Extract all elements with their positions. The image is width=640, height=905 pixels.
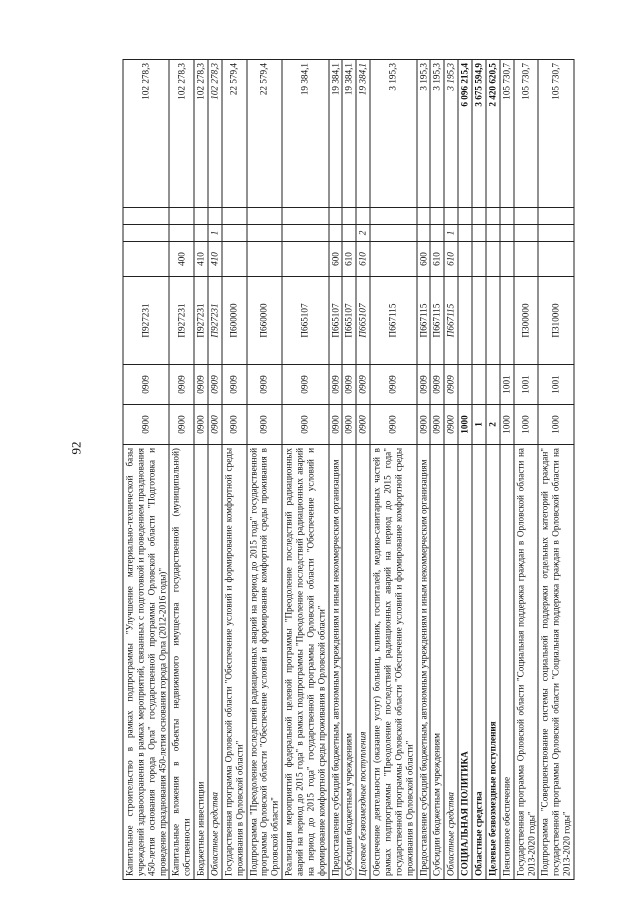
extra-code-cell bbox=[329, 208, 343, 225]
expense-type-code-cell: 610 bbox=[444, 242, 458, 277]
row-name-cell: Областные средства bbox=[472, 445, 486, 880]
extra-code-cell bbox=[430, 208, 444, 225]
subsection-code-cell: 0909 bbox=[222, 365, 247, 405]
table-row bbox=[370, 60, 416, 880]
subsection-code-cell bbox=[472, 365, 486, 405]
expense-type-code-cell: 610 bbox=[356, 242, 370, 277]
section-code-cell: 0900 bbox=[342, 405, 356, 445]
table-row bbox=[222, 60, 247, 880]
target-article-code-cell: П665107 bbox=[329, 277, 343, 365]
subsection-code-cell: 0909 bbox=[282, 365, 328, 405]
section-code-cell: 0900 bbox=[356, 405, 370, 445]
amount-cell: 22 579,4 bbox=[247, 60, 283, 208]
target-article-code-cell: П667115 bbox=[417, 277, 431, 365]
expense-type-code-cell: 410 bbox=[208, 242, 222, 277]
table-row bbox=[486, 60, 500, 880]
amount-cell: 105 730,7 bbox=[514, 60, 539, 208]
extra-code-cell bbox=[208, 208, 222, 225]
extra-code-cell bbox=[194, 208, 208, 225]
subsection-code-cell: 0909 bbox=[329, 365, 343, 405]
section-code-cell: 0900 bbox=[417, 405, 431, 445]
expense-type-code-cell bbox=[500, 242, 514, 277]
extra-code-cell bbox=[538, 208, 574, 225]
source-code-cell bbox=[123, 225, 169, 242]
subsection-code-cell: 1001 bbox=[538, 365, 574, 405]
budget-table bbox=[123, 59, 575, 880]
extra-code-cell bbox=[123, 208, 169, 225]
target-article-code-cell: П667115 bbox=[370, 277, 416, 365]
source-code-cell bbox=[342, 225, 356, 242]
amount-cell: 102 278,3 bbox=[208, 60, 222, 208]
subsection-code-cell: 0909 bbox=[123, 365, 169, 405]
extra-code-cell bbox=[444, 208, 458, 225]
expense-type-code-cell bbox=[123, 242, 169, 277]
target-article-code-cell: П300000 bbox=[514, 277, 539, 365]
expense-type-code-cell bbox=[538, 242, 574, 277]
table-row bbox=[208, 60, 222, 880]
amount-cell: 3 195,3 bbox=[417, 60, 431, 208]
expense-type-code-cell: 400 bbox=[169, 242, 194, 277]
extra-code-cell bbox=[417, 208, 431, 225]
source-code-cell: 1 bbox=[208, 225, 222, 242]
source-code-cell: 2 bbox=[356, 225, 370, 242]
expense-type-code-cell: 610 bbox=[342, 242, 356, 277]
section-code-cell: 0900 bbox=[194, 405, 208, 445]
amount-cell: 105 730,7 bbox=[538, 60, 574, 208]
extra-code-cell bbox=[247, 208, 283, 225]
section-code-cell: 0900 bbox=[370, 405, 416, 445]
expense-type-code-cell: 600 bbox=[329, 242, 343, 277]
row-name-cell: Целевые безвозмездные поступления bbox=[356, 445, 370, 880]
section-code-cell: 1000 bbox=[538, 405, 574, 445]
row-name-cell: СОЦИАЛЬНАЯ ПОЛИТИКА bbox=[458, 445, 472, 880]
extra-code-cell bbox=[472, 208, 486, 225]
table-row bbox=[430, 60, 444, 880]
table-row bbox=[500, 60, 514, 880]
budget-table-body bbox=[123, 60, 574, 880]
section-code-cell: 0900 bbox=[444, 405, 458, 445]
amount-cell: 3 195,3 bbox=[444, 60, 458, 208]
amount-cell: 19 384,1 bbox=[329, 60, 343, 208]
extra-code-cell bbox=[169, 208, 194, 225]
subsection-code-cell: 0909 bbox=[342, 365, 356, 405]
section-code-cell: 0900 bbox=[123, 405, 169, 445]
expense-type-code-cell bbox=[222, 242, 247, 277]
section-code-cell: 1000 bbox=[500, 405, 514, 445]
subsection-code-cell: 0909 bbox=[430, 365, 444, 405]
subsection-code-cell: 0909 bbox=[417, 365, 431, 405]
target-article-code-cell bbox=[472, 277, 486, 365]
target-article-code-cell: П665107 bbox=[356, 277, 370, 365]
subsection-code-cell: 0909 bbox=[370, 365, 416, 405]
expense-type-code-cell bbox=[458, 242, 472, 277]
section-code-cell: 0900 bbox=[282, 405, 328, 445]
source-code-cell bbox=[247, 225, 283, 242]
row-name-cell: Субсидии бюджетным учреждениям bbox=[342, 445, 356, 880]
source-code-cell: 1 bbox=[444, 225, 458, 242]
amount-cell: 2 420 620,5 bbox=[486, 60, 500, 208]
amount-cell: 102 278,3 bbox=[194, 60, 208, 208]
expense-type-code-cell bbox=[472, 242, 486, 277]
section-code-cell: 2 bbox=[486, 405, 500, 445]
extra-code-cell bbox=[356, 208, 370, 225]
target-article-code-cell: П667115 bbox=[444, 277, 458, 365]
amount-cell: 3 675 594,9 bbox=[472, 60, 486, 208]
extra-code-cell bbox=[342, 208, 356, 225]
table-row bbox=[247, 60, 283, 880]
table-row bbox=[458, 60, 472, 880]
extra-code-cell bbox=[370, 208, 416, 225]
extra-code-cell bbox=[514, 208, 539, 225]
section-code-cell: 0900 bbox=[208, 405, 222, 445]
row-name-cell: Реализация мероприятий федеральной целевой программы "Преодоление последствий радиационных аварий на период до 2015 года" в рамках подпрограммы "Преодоление последствий радиационных аварий на период до 2015 года" государственной программы Орловской области "Обеспечение условий и формирование комфортной среды проживания в Орловской области" bbox=[282, 445, 328, 880]
table-row bbox=[282, 60, 328, 880]
subsection-code-cell: 0909 bbox=[194, 365, 208, 405]
target-article-code-cell: П927231 bbox=[169, 277, 194, 365]
source-code-cell bbox=[472, 225, 486, 242]
target-article-code-cell: П665107 bbox=[342, 277, 356, 365]
section-code-cell: 0900 bbox=[430, 405, 444, 445]
section-code-cell: 0900 bbox=[329, 405, 343, 445]
expense-type-code-cell bbox=[486, 242, 500, 277]
amount-cell: 3 195,3 bbox=[430, 60, 444, 208]
source-code-cell bbox=[500, 225, 514, 242]
extra-code-cell bbox=[282, 208, 328, 225]
budget-table-page bbox=[123, 60, 588, 880]
target-article-code-cell: П310000 bbox=[538, 277, 574, 365]
expense-type-code-cell bbox=[370, 242, 416, 277]
table-row bbox=[444, 60, 458, 880]
target-article-code-cell: П927231 bbox=[123, 277, 169, 365]
amount-cell: 102 278,3 bbox=[169, 60, 194, 208]
extra-code-cell bbox=[486, 208, 500, 225]
section-code-cell: 0900 bbox=[169, 405, 194, 445]
section-code-cell: 1 bbox=[472, 405, 486, 445]
source-code-cell bbox=[486, 225, 500, 242]
target-article-code-cell: П667115 bbox=[430, 277, 444, 365]
amount-cell: 19 384,1 bbox=[356, 60, 370, 208]
expense-type-code-cell bbox=[247, 242, 283, 277]
expense-type-code-cell bbox=[282, 242, 328, 277]
target-article-code-cell: П927231 bbox=[194, 277, 208, 365]
row-name-cell: Государственная программа Орловской области "Социальная поддержка граждан в Орловской области на 2013-2020 годы" bbox=[514, 445, 539, 880]
table-row bbox=[514, 60, 539, 880]
table-row bbox=[417, 60, 431, 880]
row-name-cell: Субсидии бюджетным учреждениям bbox=[430, 445, 444, 880]
target-article-code-cell: П660000 bbox=[247, 277, 283, 365]
section-code-cell: 1000 bbox=[458, 405, 472, 445]
expense-type-code-cell: 410 bbox=[194, 242, 208, 277]
source-code-cell bbox=[538, 225, 574, 242]
page-number: 92 bbox=[68, 441, 84, 455]
row-name-cell: Государственная программа Орловской области "Обеспечение условий и формирование комфортной среды проживания в Орловской области" bbox=[222, 445, 247, 880]
row-name-cell: Пенсионное обеспечение bbox=[500, 445, 514, 880]
subsection-code-cell: 1001 bbox=[514, 365, 539, 405]
expense-type-code-cell bbox=[514, 242, 539, 277]
section-code-cell: 0900 bbox=[222, 405, 247, 445]
subsection-code-cell: 0909 bbox=[208, 365, 222, 405]
table-row bbox=[123, 60, 169, 880]
source-code-cell bbox=[329, 225, 343, 242]
extra-code-cell bbox=[458, 208, 472, 225]
extra-code-cell bbox=[500, 208, 514, 225]
target-article-code-cell: П927231 bbox=[208, 277, 222, 365]
row-name-cell: Предоставление субсидий бюджетным, автономным учреждениям и иным некоммерческим организациям bbox=[417, 445, 431, 880]
row-name-cell: Подпрограмма "Преодоление последствий радиационных аварий на период до 2015 года" государственной программы Орловской области "Обеспечение условий и формирование комфортной среды проживания в Орловской области" bbox=[247, 445, 283, 880]
source-code-cell bbox=[514, 225, 539, 242]
table-row bbox=[194, 60, 208, 880]
table-row bbox=[472, 60, 486, 880]
source-code-cell bbox=[194, 225, 208, 242]
row-name-cell: Областные средства bbox=[444, 445, 458, 880]
target-article-code-cell bbox=[458, 277, 472, 365]
source-code-cell bbox=[458, 225, 472, 242]
source-code-cell bbox=[430, 225, 444, 242]
subsection-code-cell bbox=[486, 365, 500, 405]
amount-cell: 3 195,3 bbox=[370, 60, 416, 208]
extra-code-cell bbox=[222, 208, 247, 225]
amount-cell: 105 730,7 bbox=[500, 60, 514, 208]
table-row bbox=[342, 60, 356, 880]
row-name-cell: Целевые безвозмездные поступления bbox=[486, 445, 500, 880]
target-article-code-cell bbox=[500, 277, 514, 365]
subsection-code-cell bbox=[458, 365, 472, 405]
section-code-cell: 1000 bbox=[514, 405, 539, 445]
row-name-cell: Обеспечение деятельности (оказание услуг) больниц, клиник, госпиталей, медико-санитарных частей в рамках подпрограммы "Преодоление последствий радиационных аварий на период до 2015 года" государственной программы Орловской области "Обеспечение условий и формирование комфортной среды проживания в Орловской области" bbox=[370, 445, 416, 880]
amount-cell: 22 579,4 bbox=[222, 60, 247, 208]
table-row bbox=[169, 60, 194, 880]
source-code-cell bbox=[169, 225, 194, 242]
row-name-cell: Областные средства bbox=[208, 445, 222, 880]
expense-type-code-cell: 610 bbox=[430, 242, 444, 277]
row-name-cell: Капитальное строительство в рамках подпрограммы "Улучшение материально-технической базы учреждений здравоохранения в рамках мероприятий, связанных с подготовкой и проведением празднования 450-летия основания города Орла" государственной программы Орловской области "Подготовка и проведение празднования 450-летия основания города Орла (2012-2016 годы)" bbox=[123, 445, 169, 880]
amount-cell: 19 384,1 bbox=[282, 60, 328, 208]
row-name-cell: Бюджетные инвестиции bbox=[194, 445, 208, 880]
subsection-code-cell: 0909 bbox=[247, 365, 283, 405]
subsection-code-cell: 0909 bbox=[444, 365, 458, 405]
subsection-code-cell: 0909 bbox=[169, 365, 194, 405]
source-code-cell bbox=[417, 225, 431, 242]
subsection-code-cell: 1001 bbox=[500, 365, 514, 405]
amount-cell: 102 278,3 bbox=[123, 60, 169, 208]
source-code-cell bbox=[222, 225, 247, 242]
expense-type-code-cell: 600 bbox=[417, 242, 431, 277]
source-code-cell bbox=[370, 225, 416, 242]
table-row bbox=[538, 60, 574, 880]
target-article-code-cell: П600000 bbox=[222, 277, 247, 365]
target-article-code-cell bbox=[486, 277, 500, 365]
target-article-code-cell: П665107 bbox=[282, 277, 328, 365]
section-code-cell: 0900 bbox=[247, 405, 283, 445]
table-row bbox=[329, 60, 343, 880]
amount-cell: 6 096 215,4 bbox=[458, 60, 472, 208]
row-name-cell: Капитальные вложения в объекты недвижимого имущества государственной (муниципальной) собственности bbox=[169, 445, 194, 880]
source-code-cell bbox=[282, 225, 328, 242]
row-name-cell: Подпрограмма "Совершенствование системы социальной поддержки отдельных категорий граждан" государственной программы Орловской области "Социальная поддержка граждан в Орловской области на 2013-2020 годы" bbox=[538, 445, 574, 880]
amount-cell: 19 384,1 bbox=[342, 60, 356, 208]
table-row bbox=[356, 60, 370, 880]
row-name-cell: Предоставление субсидий бюджетным, автономным учреждениям и иным некоммерческим организациям bbox=[329, 445, 343, 880]
subsection-code-cell: 0909 bbox=[356, 365, 370, 405]
